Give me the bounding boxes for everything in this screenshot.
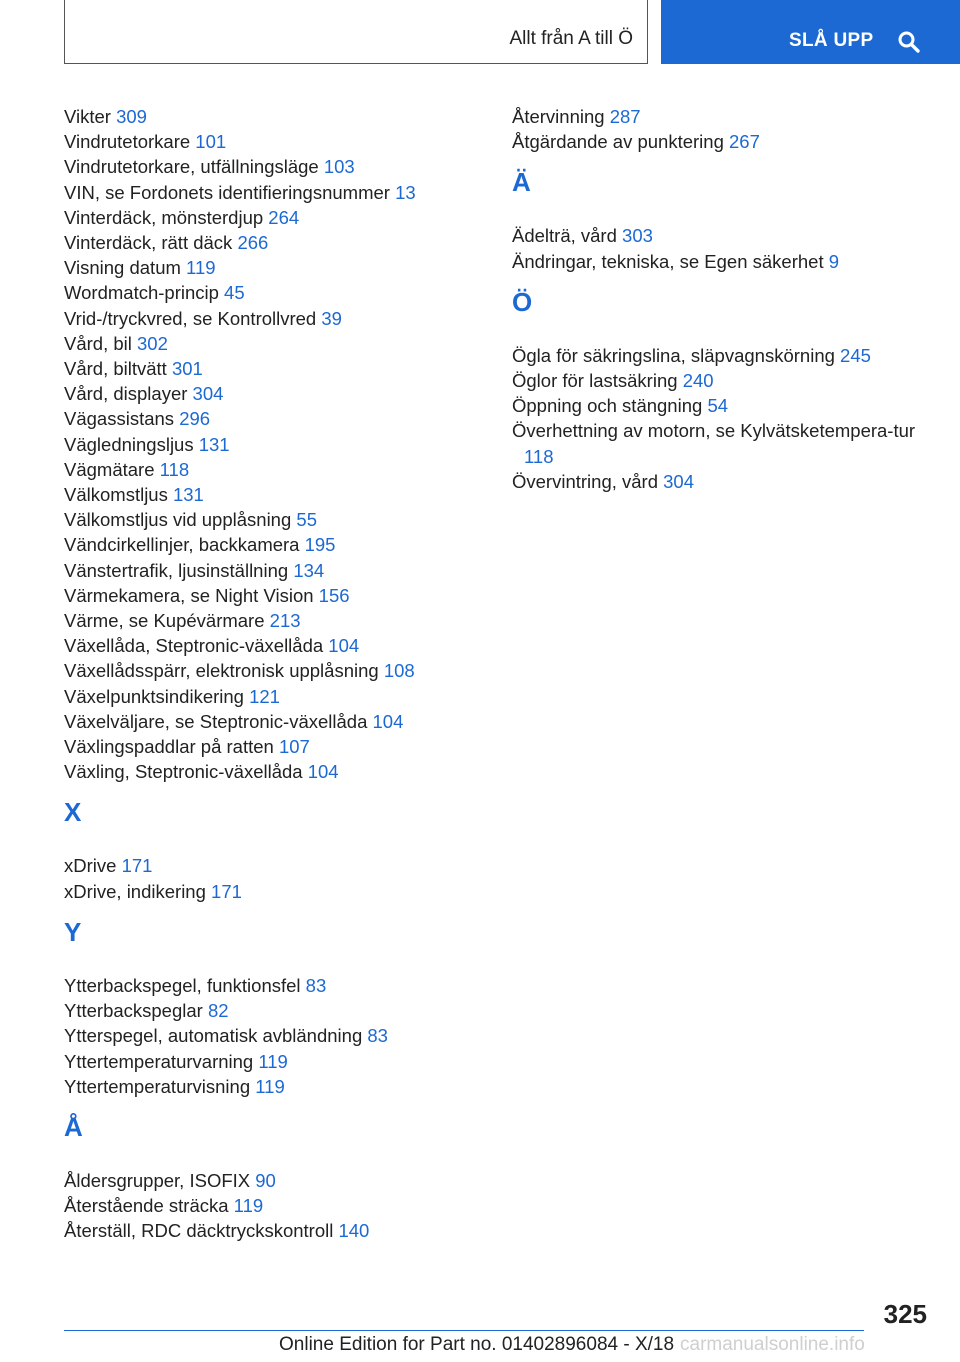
index-page-link[interactable]: 267 <box>729 131 760 153</box>
index-entry <box>64 583 484 608</box>
index-page-link[interactable]: 296 <box>179 408 211 430</box>
index-entry-term: Åtgärdande av punktering <box>512 131 724 153</box>
index-page-link[interactable]: 171 <box>121 855 153 877</box>
index-entry <box>64 255 484 280</box>
header-title-box <box>64 0 648 64</box>
index-page-link[interactable]: 213 <box>269 610 301 632</box>
index-entry <box>64 180 484 205</box>
index-entry-term: Ytterbackspeglar <box>64 1000 203 1022</box>
index-page-link[interactable]: 83 <box>367 1025 388 1047</box>
index-entry <box>512 469 932 494</box>
index-page-link[interactable]: 54 <box>707 395 729 417</box>
index-entry <box>64 658 484 683</box>
index-entry-term: Ytterspegel, automatisk avbländning <box>64 1025 363 1047</box>
index-entry-term: Vindrutetorkare, utfällningsläge <box>64 156 319 178</box>
index-entry <box>512 343 932 368</box>
index-entry <box>64 684 484 709</box>
index-entry <box>64 532 484 557</box>
index-entry-term: Öglor för lastsäkring <box>512 370 678 392</box>
index-entry-term: Vrid-/tryckvred, se Kontrollvred <box>64 307 317 329</box>
index-letter-heading: Å <box>64 1111 83 1142</box>
index-entry <box>64 633 484 658</box>
index-entry-term: Ögla för säkringslina, släpvagnskörning <box>512 344 835 366</box>
index-entry-term: Vägmätare <box>64 458 155 480</box>
index-page-link[interactable]: 303 <box>622 225 653 247</box>
index-page-link[interactable]: 121 <box>249 685 280 707</box>
index-entry <box>512 418 932 468</box>
index-page-link[interactable]: 118 <box>159 458 190 480</box>
search-button[interactable] <box>661 0 960 64</box>
index-entry <box>64 457 484 482</box>
page-number: 325 <box>883 1299 927 1329</box>
index-entry <box>64 558 484 583</box>
index-entry <box>64 280 484 305</box>
index-entry-term: Växling, Steptronic-växellåda <box>64 761 303 783</box>
index-entry-term: Växellåda, Steptronic-växellåda <box>64 635 324 657</box>
index-entry <box>512 104 932 129</box>
index-letter-heading: Y <box>64 916 82 947</box>
index-entry <box>64 1074 484 1099</box>
index-entry-term: Yttertemperaturvisning <box>64 1075 251 1097</box>
index-letter-heading: Ä <box>512 167 531 198</box>
index-entry-term: Vård, biltvätt <box>64 358 167 380</box>
watermark: carmanualsonline.info <box>680 1334 865 1355</box>
index-entry-term: Visning datum <box>64 257 181 279</box>
index-page-link[interactable]: 301 <box>171 358 203 380</box>
index-page-link[interactable]: 245 <box>840 344 871 366</box>
index-page-link[interactable]: 302 <box>137 332 168 354</box>
index-page-link[interactable]: 101 <box>195 131 227 153</box>
index-entry <box>64 381 484 406</box>
index-entry-term: Ädelträ, vård <box>512 225 617 247</box>
index-entry <box>64 129 484 154</box>
index-page-link[interactable]: 108 <box>383 660 415 682</box>
index-entry <box>64 331 484 356</box>
index-entry <box>64 1218 484 1243</box>
footer-divider <box>64 1330 864 1331</box>
index-entry-term: Överhettning av motorn, se Kylvätsketempera-tur <box>512 420 916 442</box>
search-button-label: SLÅ UPP <box>789 30 874 51</box>
index-entry-term: Vikter <box>64 106 111 127</box>
index-page-link[interactable]: 240 <box>682 370 714 392</box>
index-page-link[interactable]: 309 <box>116 106 147 127</box>
index-entry-term: Ändringar, tekniska, se Egen säkerhet <box>512 250 824 272</box>
index-entry <box>64 356 484 381</box>
index-page-link[interactable]: 264 <box>268 206 300 228</box>
index-entry <box>64 104 484 129</box>
index-entry <box>64 154 484 179</box>
index-entry <box>64 230 484 255</box>
index-page-link[interactable]: 90 <box>255 1169 276 1191</box>
index-letter-heading: X <box>64 797 82 828</box>
index-entry <box>512 393 932 418</box>
header-title: Allt från A till Ö <box>509 28 633 49</box>
index-entry <box>512 368 932 393</box>
index-entry-term: xDrive <box>64 855 117 877</box>
index-entry-term: Välkomstljus <box>64 484 168 506</box>
index-column-right <box>512 104 932 494</box>
index-entry <box>64 1049 484 1074</box>
index-entry-term: Växelpunktsindikering <box>64 685 244 707</box>
index-entry-term: Återstående sträcka <box>64 1195 229 1217</box>
index-page-link[interactable]: 171 <box>211 880 242 902</box>
index-entry <box>64 507 484 532</box>
index-page-link[interactable]: 13 <box>395 181 416 203</box>
index-column-left <box>64 104 484 1244</box>
index-entry <box>64 734 484 759</box>
index-entry <box>512 129 932 154</box>
index-entry <box>64 973 484 998</box>
index-page-link[interactable]: 156 <box>318 584 350 606</box>
index-entry-term: Yttertemperaturvarning <box>64 1050 254 1072</box>
index-page-link[interactable]: 119 <box>255 1075 285 1097</box>
index-page-link[interactable]: 266 <box>237 232 269 254</box>
index-page-link[interactable]: 140 <box>338 1220 370 1242</box>
index-entry <box>64 205 484 230</box>
index-page-link[interactable]: 119 <box>258 1050 288 1072</box>
index-page-link[interactable]: 304 <box>663 470 695 492</box>
index-page-link[interactable]: 55 <box>296 509 317 531</box>
index-entry <box>64 1023 484 1048</box>
index-entry-term: Vändcirkellinjer, backkamera <box>64 534 300 556</box>
search-icon <box>897 30 921 54</box>
index-entry-term: Vägledningsljus <box>64 433 194 455</box>
index-page-link[interactable]: 104 <box>372 710 404 732</box>
index-entry-term: Välkomstljus vid upplåsning <box>64 509 292 531</box>
index-entry <box>64 306 484 331</box>
index-entry <box>64 709 484 734</box>
index-entry <box>64 759 484 784</box>
index-entry <box>512 249 932 274</box>
index-entry-term: Vinterdäck, mönsterdjup <box>64 206 264 228</box>
index-letter-heading: Ö <box>512 286 533 317</box>
index-entry-term: Vård, bil <box>64 332 132 354</box>
index-entry-term: Wordmatch-princip <box>64 282 219 304</box>
index-page-link[interactable]: 82 <box>207 1000 229 1022</box>
index-entry-term: Värmekamera, se Night Vision <box>64 584 314 606</box>
index-entry-term: Åldersgrupper, ISOFIX <box>64 1169 251 1191</box>
index-entry-term: Växlingspaddlar på ratten <box>64 736 274 758</box>
index-entry <box>64 998 484 1023</box>
index-entry <box>64 482 484 507</box>
index-page-link[interactable]: 119 <box>186 257 216 279</box>
index-page-link[interactable]: 9 <box>828 250 840 272</box>
index-entry <box>64 608 484 633</box>
index-page-link[interactable]: 83 <box>305 974 327 996</box>
index-entry-term: Återställ, RDC däcktryckskontroll <box>64 1220 334 1242</box>
index-page-link[interactable]: 104 <box>307 761 339 783</box>
index-entry-term: Vägassistans <box>64 408 175 430</box>
index-entry-term: Vänstertrafik, ljusinställning <box>64 559 289 581</box>
index-entry <box>64 1168 484 1193</box>
index-entry-term: Vindrutetorkare <box>64 131 191 153</box>
index-entry-term: Ytterbackspegel, funktionsfel <box>64 974 301 996</box>
index-page-link[interactable]: 104 <box>328 635 360 657</box>
index-page-link[interactable]: 103 <box>323 156 355 178</box>
index-page-link[interactable]: 107 <box>278 736 310 758</box>
index-page-link[interactable]: 131 <box>198 433 230 455</box>
index-page-link[interactable]: 134 <box>293 559 325 581</box>
index-entry <box>64 406 484 431</box>
index-entry-term: Vård, displayer <box>64 383 188 405</box>
footer-edition-text: Online Edition for Part no. 01402896084 - X/18 <box>279 1334 675 1355</box>
index-entry-term: xDrive, indikering <box>64 880 206 902</box>
index-entry-term: Övervintring, vård <box>512 470 658 492</box>
index-page-link[interactable]: 304 <box>192 383 224 405</box>
index-page-link[interactable]: 119 <box>233 1195 264 1217</box>
index-entry-term: Växellådsspärr, elektronisk upplåsning <box>64 660 379 682</box>
index-page-link[interactable]: 287 <box>609 106 641 127</box>
index-page-link[interactable]: 118 <box>524 445 554 467</box>
index-page-link[interactable]: 131 <box>172 484 204 506</box>
index-entry <box>64 1193 484 1218</box>
index-entry <box>512 223 932 248</box>
index-page-link[interactable]: 39 <box>321 307 342 329</box>
index-entry-term: Växelväljare, se Steptronic-växellåda <box>64 710 368 732</box>
index-entry-term: Värme, se Kupévärmare <box>64 610 265 632</box>
index-page-link[interactable]: 195 <box>304 534 336 556</box>
index-entry-term: VIN, se Fordonets identifieringsnummer <box>64 181 390 203</box>
index-entry-term: Vinterdäck, rätt däck <box>64 232 233 254</box>
index-entry <box>64 879 484 904</box>
index-entry <box>64 432 484 457</box>
index-page-link[interactable]: 45 <box>224 282 245 304</box>
index-entry-term: Återvinning <box>512 106 605 127</box>
index-entry <box>64 853 484 878</box>
index-entry-term: Öppning och stängning <box>512 395 703 417</box>
